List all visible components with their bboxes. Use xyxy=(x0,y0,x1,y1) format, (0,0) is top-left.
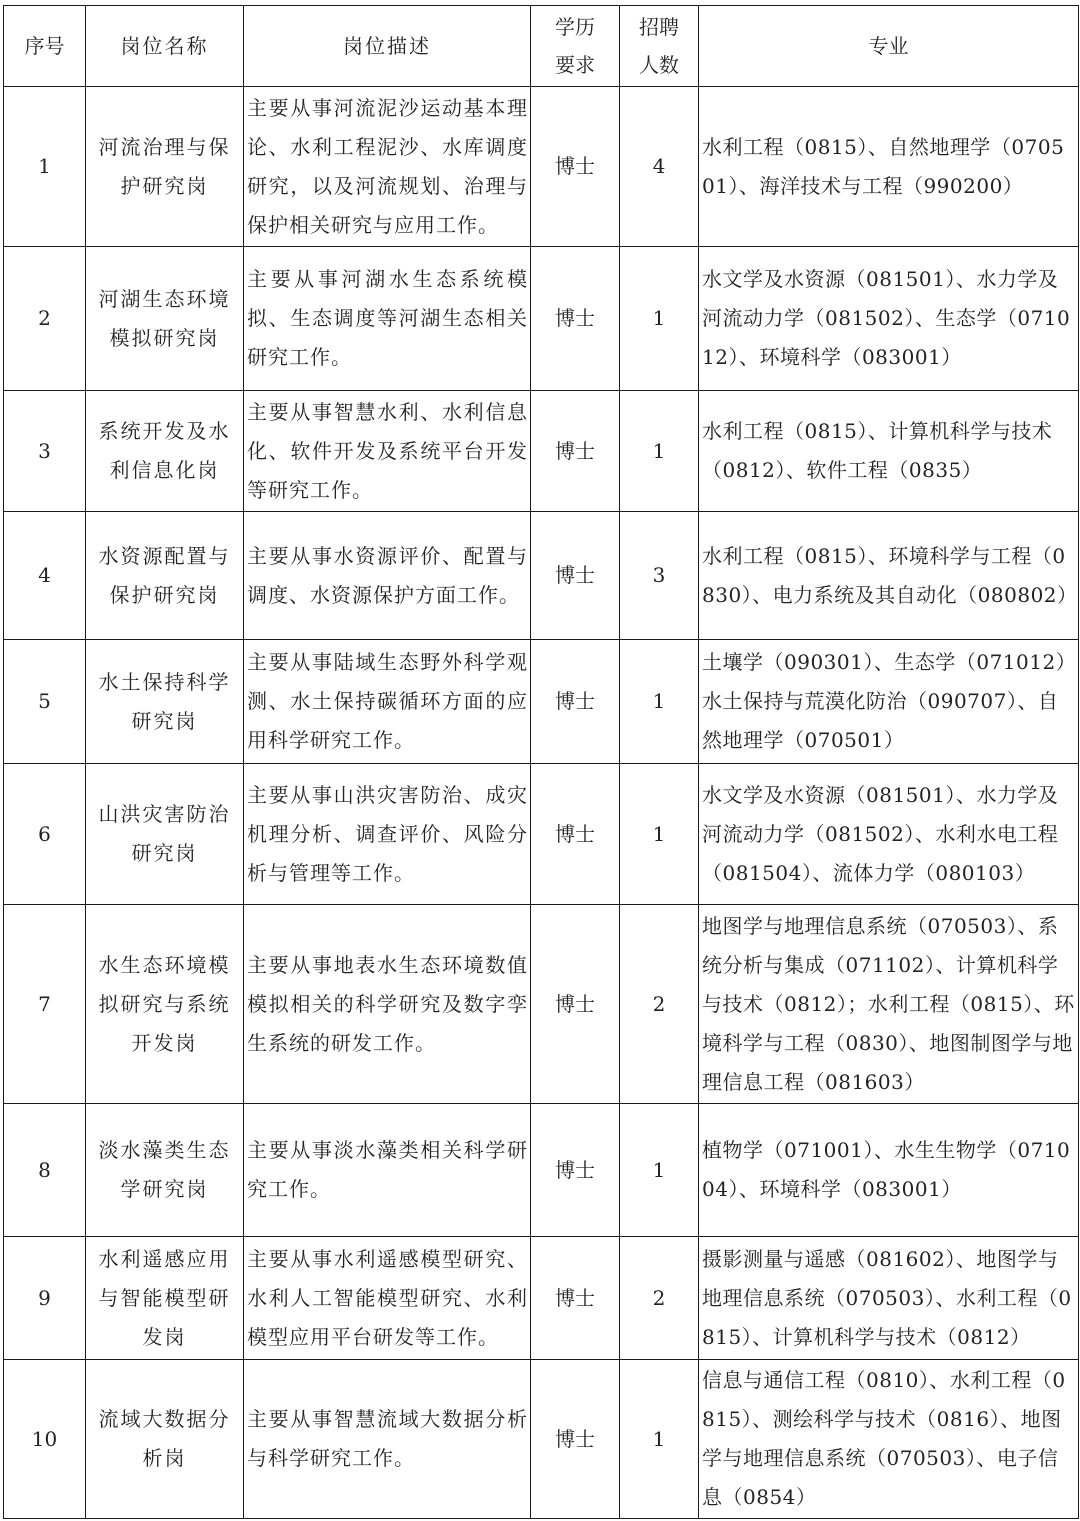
header-seq: 序号 xyxy=(4,6,86,87)
table-row xyxy=(4,512,1079,640)
cell-seq: 1 xyxy=(4,87,86,247)
cell-desc: 主要从事水利遥感模型研究、水利人工智能模型研究、水利模型应用平台研发等工作。 xyxy=(244,1237,531,1360)
cell-desc: 主要从事地表水生态环境数值模拟相关的科学研究及数字孪生系统的研发工作。 xyxy=(244,905,531,1104)
cell-edu: 博士 xyxy=(531,640,620,764)
cell-desc: 主要从事水资源评价、配置与调度、水资源保护方面工作。 xyxy=(244,512,531,640)
header-major: 专业 xyxy=(699,6,1079,87)
cell-name: 水土保持科学研究岗 xyxy=(86,640,244,764)
cell-seq: 8 xyxy=(4,1104,86,1237)
cell-name: 流域大数据分析岗 xyxy=(86,1360,244,1519)
cell-major: 摄影测量与遥感（081602）、地图学与地理信息系统（070503）、水利工程（0815）、计算机科学与技术（0812） xyxy=(699,1237,1079,1360)
table-row xyxy=(4,87,1079,247)
cell-edu: 博士 xyxy=(531,1360,620,1519)
table-row xyxy=(4,391,1079,512)
cell-seq: 6 xyxy=(4,764,86,905)
cell-desc: 主要从事河湖水生态系统模拟、生态调度等河湖生态相关研究工作。 xyxy=(244,247,531,391)
cell-edu: 博士 xyxy=(531,247,620,391)
cell-desc: 主要从事淡水藻类相关科学研究工作。 xyxy=(244,1104,531,1237)
cell-edu: 博士 xyxy=(531,391,620,512)
cell-count: 2 xyxy=(620,905,699,1104)
table-row xyxy=(4,905,1079,1104)
cell-name: 水生态环境模拟研究与系统开发岗 xyxy=(86,905,244,1104)
cell-seq: 9 xyxy=(4,1237,86,1360)
cell-seq: 7 xyxy=(4,905,86,1104)
cell-major: 水文学及水资源（081501）、水力学及河流动力学（081502）、水利水电工程（081504）、流体力学（080103） xyxy=(699,764,1079,905)
cell-count: 1 xyxy=(620,247,699,391)
header-count: 招聘人数 xyxy=(620,6,699,87)
cell-major: 植物学（071001）、水生生物学（071004）、环境科学（083001） xyxy=(699,1104,1079,1237)
cell-count: 3 xyxy=(620,512,699,640)
cell-major: 水文学及水资源（081501）、水力学及河流动力学（081502）、生态学（071012）、环境科学（083001） xyxy=(699,247,1079,391)
header-desc: 岗位描述 xyxy=(244,6,531,87)
cell-seq: 10 xyxy=(4,1360,86,1519)
cell-name: 淡水藻类生态学研究岗 xyxy=(86,1104,244,1237)
table-row xyxy=(4,764,1079,905)
cell-name: 河流治理与保护研究岗 xyxy=(86,87,244,247)
cell-name: 河湖生态环境模拟研究岗 xyxy=(86,247,244,391)
cell-major: 水利工程（0815）、自然地理学（070501）、海洋技术与工程（990200） xyxy=(699,87,1079,247)
header-row xyxy=(4,6,1079,87)
cell-desc: 主要从事陆域生态野外科学观测、水土保持碳循环方面的应用科学研究工作。 xyxy=(244,640,531,764)
cell-major: 水利工程（0815）、计算机科学与技术（0812）、软件工程（0835） xyxy=(699,391,1079,512)
cell-count: 1 xyxy=(620,391,699,512)
cell-count: 2 xyxy=(620,1237,699,1360)
table-row xyxy=(4,1104,1079,1237)
table-row xyxy=(4,1237,1079,1360)
header-edu: 学历要求 xyxy=(531,6,620,87)
cell-seq: 5 xyxy=(4,640,86,764)
cell-seq: 2 xyxy=(4,247,86,391)
table-row xyxy=(4,247,1079,391)
cell-seq: 4 xyxy=(4,512,86,640)
cell-count: 1 xyxy=(620,1104,699,1237)
cell-major: 水利工程（0815）、环境科学与工程（0830）、电力系统及其自动化（080802） xyxy=(699,512,1079,640)
cell-desc: 主要从事山洪灾害防治、成灾机理分析、调查评价、风险分析与管理等工作。 xyxy=(244,764,531,905)
table-row xyxy=(4,1360,1079,1519)
cell-seq: 3 xyxy=(4,391,86,512)
cell-name: 水利遥感应用与智能模型研发岗 xyxy=(86,1237,244,1360)
cell-desc: 主要从事智慧流域大数据分析与科学研究工作。 xyxy=(244,1360,531,1519)
cell-desc: 主要从事智慧水利、水利信息化、软件开发及系统平台开发等研究工作。 xyxy=(244,391,531,512)
cell-edu: 博士 xyxy=(531,87,620,247)
cell-count: 1 xyxy=(620,640,699,764)
cell-name: 系统开发及水利信息化岗 xyxy=(86,391,244,512)
cell-major: 地图学与地理信息系统（070503）、系统分析与集成（071102）、计算机科学与技术（0812）；水利工程（0815）、环境科学与工程（0830）、地图制图学与地理信息工程（081603） xyxy=(699,905,1079,1104)
cell-major: 信息与通信工程（0810）、水利工程（0815）、测绘科学与技术（0816）、地图学与地理信息系统（070503）、电子信息（0854） xyxy=(699,1360,1079,1519)
cell-count: 1 xyxy=(620,764,699,905)
cell-edu: 博士 xyxy=(531,512,620,640)
table-row xyxy=(4,640,1079,764)
cell-edu: 博士 xyxy=(531,1237,620,1360)
header-name: 岗位名称 xyxy=(86,6,244,87)
cell-edu: 博士 xyxy=(531,1104,620,1237)
cell-name: 水资源配置与保护研究岗 xyxy=(86,512,244,640)
recruitment-table xyxy=(3,5,1079,1519)
cell-count: 1 xyxy=(620,1360,699,1519)
cell-name: 山洪灾害防治研究岗 xyxy=(86,764,244,905)
cell-desc: 主要从事河流泥沙运动基本理论、水利工程泥沙、水库调度研究，以及河流规划、治理与保护相关研究与应用工作。 xyxy=(244,87,531,247)
cell-major: 土壤学（090301）、生态学（071012）水土保持与荒漠化防治（090707）、自然地理学（070501） xyxy=(699,640,1079,764)
cell-edu: 博士 xyxy=(531,764,620,905)
cell-count: 4 xyxy=(620,87,699,247)
cell-edu: 博士 xyxy=(531,905,620,1104)
